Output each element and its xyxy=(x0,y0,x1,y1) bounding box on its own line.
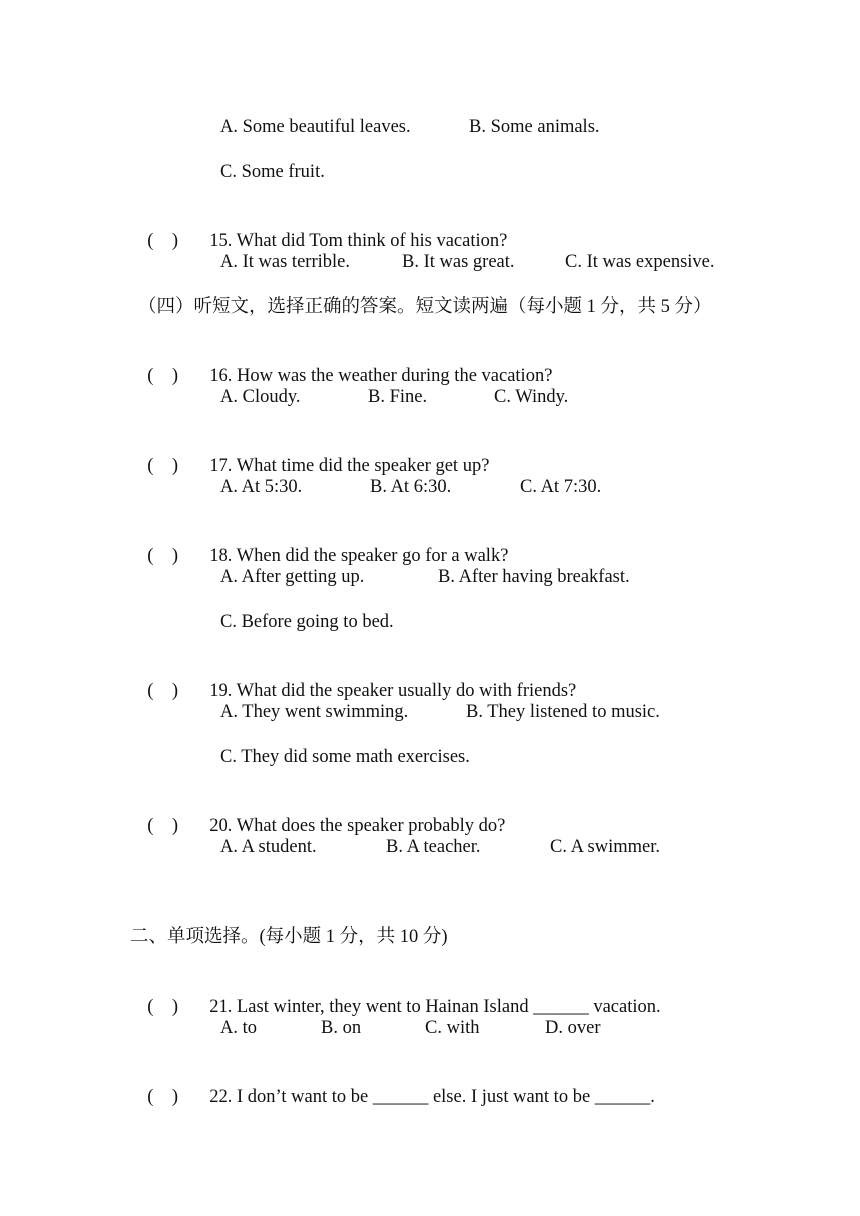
q18-option-b: B. After having breakfast. xyxy=(438,567,630,587)
q16-option-a: A. Cloudy. xyxy=(220,387,301,407)
question-text: 18. When did the speaker go for a walk? xyxy=(209,546,509,566)
q15-option-c: C. It was expensive. xyxy=(565,252,715,272)
question-text: 17. What time did the speaker get up? xyxy=(209,456,490,476)
question-text: 20. What does the speaker probably do? xyxy=(209,816,506,836)
question-text: 15. What did Tom think of his vacation? xyxy=(209,231,508,251)
answer-blank: ( ) xyxy=(147,456,179,476)
q15-option-a: A. It was terrible. xyxy=(220,252,350,272)
question-text: 22. I don’t want to be ______ else. I just want to be ______. xyxy=(209,1087,655,1107)
q21-option-d: D. over xyxy=(545,1018,601,1038)
answer-blank: ( ) xyxy=(147,1087,179,1107)
q14-option-a: A. Some beautiful leaves. xyxy=(220,117,411,137)
q18-option-a: A. After getting up. xyxy=(220,567,365,587)
q21-option-c: C. with xyxy=(425,1018,480,1038)
question-20 xyxy=(138,790,505,838)
q20-option-c: C. A swimmer. xyxy=(550,837,660,857)
question-16 xyxy=(138,340,552,388)
q19-option-a: A. They went swimming. xyxy=(220,702,409,722)
q14-option-c: C. Some fruit. xyxy=(220,162,325,182)
section-4-heading: （四）听短文，选择正确的答案。短文读两遍（每小题 1 分，共 5 分） xyxy=(138,297,712,317)
question-text: 16. How was the weather during the vacation? xyxy=(209,366,553,386)
question-18 xyxy=(138,520,508,568)
answer-blank: ( ) xyxy=(147,546,179,566)
q19-option-c: C. They did some math exercises. xyxy=(220,747,470,767)
question-text: 21. Last winter, they went to Hainan Island ______ vacation. xyxy=(209,997,661,1017)
q14-option-b: B. Some animals. xyxy=(469,117,600,137)
q17-option-b: B. At 6:30. xyxy=(370,477,452,497)
question-21 xyxy=(138,971,661,1019)
question-text: 19. What did the speaker usually do with friends? xyxy=(209,681,577,701)
q20-option-b: B. A teacher. xyxy=(386,837,481,857)
question-22 xyxy=(138,1061,655,1109)
answer-blank: ( ) xyxy=(147,997,179,1017)
answer-blank: ( ) xyxy=(147,681,179,701)
q16-option-b: B. Fine. xyxy=(368,387,428,407)
q20-option-a: A. A student. xyxy=(220,837,317,857)
q21-option-b: B. on xyxy=(321,1018,362,1038)
q17-option-a: A. At 5:30. xyxy=(220,477,303,497)
question-15 xyxy=(138,205,507,253)
q16-option-c: C. Windy. xyxy=(494,387,569,407)
answer-blank: ( ) xyxy=(147,366,179,386)
q17-option-c: C. At 7:30. xyxy=(520,477,602,497)
question-19 xyxy=(138,655,576,703)
answer-blank: ( ) xyxy=(147,231,179,251)
answer-blank: ( ) xyxy=(147,816,179,836)
q18-option-c: C. Before going to bed. xyxy=(220,612,394,632)
q15-option-b: B. It was great. xyxy=(402,252,515,272)
q21-option-a: A. to xyxy=(220,1018,257,1038)
question-17 xyxy=(138,430,489,478)
part-2-heading: 二、单项选择。(每小题 1 分，共 10 分) xyxy=(130,927,448,947)
q19-option-b: B. They listened to music. xyxy=(466,702,660,722)
